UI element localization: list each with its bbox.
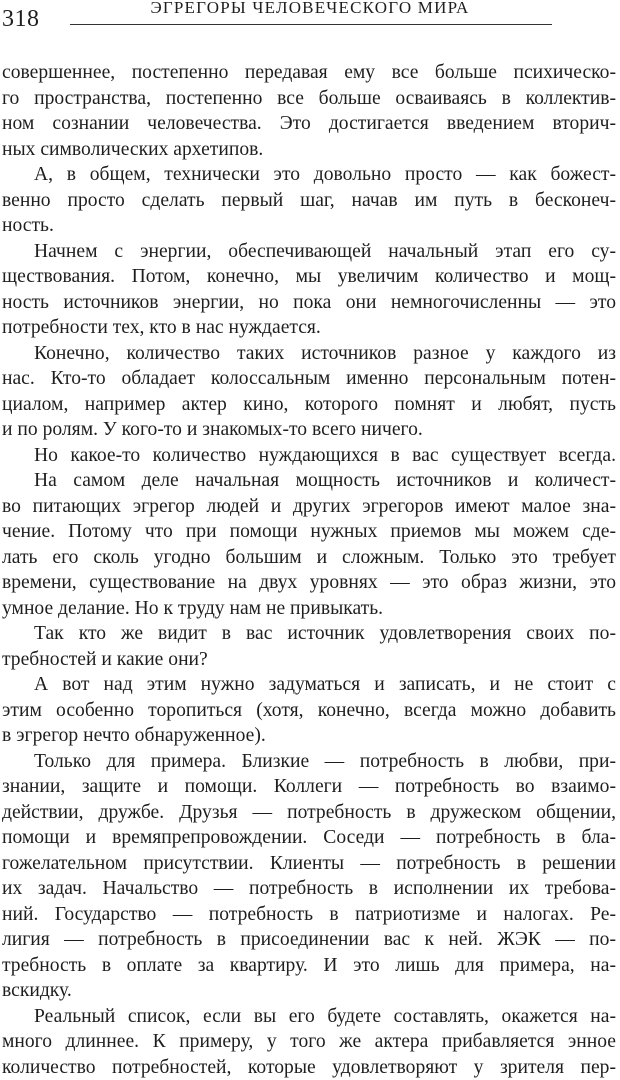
paragraph-first-line: А, в общем, технически это довольно просто — как божест- xyxy=(2,162,616,188)
text-line: и по ролям. У кого-то и знакомых-то всего ничего. xyxy=(2,417,616,443)
text-line: ность. xyxy=(2,213,616,239)
text-line: нас. Кто-то обладает колоссальным именно персональным потен- xyxy=(2,366,616,392)
paragraph-first-line: Реальный список, если вы его будете составлять, окажется на- xyxy=(2,1004,616,1030)
text-line: их задач. Начальство — потребность в исполнении их требова- xyxy=(2,876,616,902)
text-line: знании, защите и помощи. Коллеги — потребность во взаимо- xyxy=(2,774,616,800)
body-text xyxy=(2,60,616,1080)
page-number: 318 xyxy=(2,6,40,33)
text-line: потребности тех, кто в нас нуждается. xyxy=(2,315,616,341)
paragraph-first-line: Но какое-то количество нуждающихся в вас существует всегда. xyxy=(2,443,616,469)
text-line: го пространства, постепенно все больше осваиваясь в коллектив- xyxy=(2,86,616,112)
text-line: лать его сколь угодно большим и сложным. Только это требует xyxy=(2,545,616,571)
text-line: количество потребностей, которые удовлетворяют у зрителя пер- xyxy=(2,1055,616,1080)
page-header xyxy=(0,0,620,40)
text-line: времени, существование на двух уровнях — это образ жизни, это xyxy=(2,570,616,596)
text-line: ний. Государство — потребность в патриотизме и налогах. Ре- xyxy=(2,902,616,928)
text-line: чение. Потому что при помощи нужных приемов мы можем сде- xyxy=(2,519,616,545)
paragraph-first-line: Так кто же видит в вас источник удовлетворения своих по- xyxy=(2,621,616,647)
text-line: циалом, например актер кино, которого помнят и любят, пусть xyxy=(2,392,616,418)
text-line: действии, дружбе. Друзья — потребность в дружеском общении, xyxy=(2,800,616,826)
header-rule xyxy=(70,24,552,25)
text-line: помощи и времяпрепровождении. Соседи — потребность в бла- xyxy=(2,825,616,851)
text-line: умное делание. Но к труду нам не привыкать. xyxy=(2,596,616,622)
paragraph-first-line: Начнем с энергии, обеспечивающей начальный этап его су- xyxy=(2,239,616,265)
text-line: ность источников энергии, но пока они немногочисленны — это xyxy=(2,290,616,316)
text-line: во питающих эгрегор людей и других эгрегоров имеют малое зна- xyxy=(2,494,616,520)
text-line: в эгрегор нечто обнаруженное). xyxy=(2,723,616,749)
text-line: много длиннее. К примеру, у того же актера прибавляется энное xyxy=(2,1029,616,1055)
text-line: ном сознании человечества. Это достигается введением вторич- xyxy=(2,111,616,137)
text-line: ществования. Потом, конечно, мы увеличим количество и мощ- xyxy=(2,264,616,290)
text-line: требность в оплате за квартиру. И это лишь для примера, на- xyxy=(2,953,616,979)
paragraph-first-line: Конечно, количество таких источников разное у каждого из xyxy=(2,341,616,367)
text-line: венно просто сделать первый шаг, начав им путь в бесконеч- xyxy=(2,188,616,214)
text-line: ных символических архетипов. xyxy=(2,137,616,163)
running-title: ЭГРЕГОРЫ ЧЕЛОВЕЧЕСКОГО МИРА xyxy=(70,0,550,18)
text-line: требностей и какие они? xyxy=(2,647,616,673)
paragraph-first-line: А вот над этим нужно задуматься и записать, и не стоит с xyxy=(2,672,616,698)
text-line: вскидку. xyxy=(2,978,616,1004)
text-line: совершеннее, постепенно передавая ему все больше психическо- xyxy=(2,60,616,86)
text-line: гожелательном присутствии. Клиенты — потребность в решении xyxy=(2,851,616,877)
text-line: этим особенно торопиться (хотя, конечно, всегда можно добавить xyxy=(2,698,616,724)
paragraph-first-line: На самом деле начальная мощность источников и количест- xyxy=(2,468,616,494)
text-line: лигия — потребность в присоединении вас к ней. ЖЭК — по- xyxy=(2,927,616,953)
paragraph-first-line: Только для примера. Близкие — потребность в любви, при- xyxy=(2,749,616,775)
